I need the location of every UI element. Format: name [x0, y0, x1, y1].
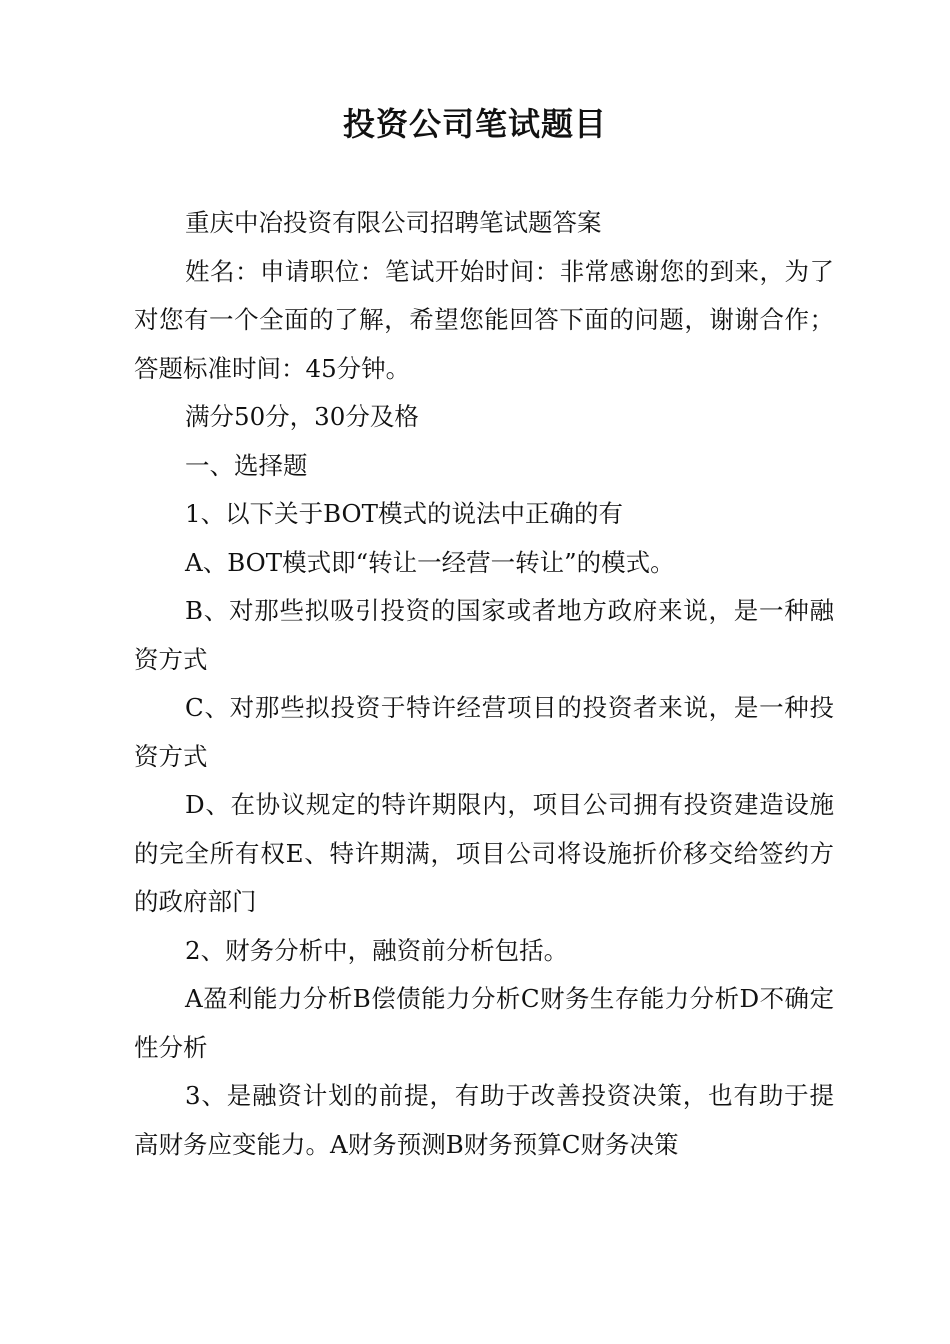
document-body	[134, 199, 834, 1169]
section-heading: 一、选择题	[185, 450, 308, 480]
question-1-option-a: A、BOT模式即“转让一经营一转让”的模式。	[185, 547, 675, 577]
question-1-option-b: B、对那些拟吸引投资的国家或者地方政府来说，是一种融资方式	[134, 596, 834, 674]
question-2: 2、财务分析中，融资前分析包括。	[185, 935, 569, 965]
question-1-option-c: C、对那些拟投资于特许经营项目的投资者来说，是一种投资方式	[134, 693, 834, 771]
scoring-paragraph: 满分50分，30分及格	[185, 402, 419, 431]
question-1-option-d-e: D、在协议规定的特许期限内，项目公司拥有投资建造设施的完全所有权E、特许期满，项目公司将设施折价移交给签约方的政府部门	[134, 790, 834, 916]
question-1: 1、以下关于BOT模式的说法中正确的有	[185, 499, 623, 528]
company-heading-paragraph: 重庆中冶投资有限公司招聘笔试题答案	[185, 208, 602, 237]
document-title: 投资公司笔试题目	[342, 105, 607, 143]
question-3: 3、是融资计划的前提，有助于改善投资决策，也有助于提高财务应变能力。A财务预测B财务预算C财务决策	[134, 1081, 834, 1159]
question-2-options: A盈利能力分析B偿债能力分析C财务生存能力分析D不确定性分析	[134, 984, 834, 1062]
instructions-paragraph: 姓名：申请职位：笔试开始时间：非常感谢您的到来，为了对您有一个全面的了解，希望您能回答下面的问题，谢谢合作；答题标准时间：45分钟。	[134, 256, 834, 383]
